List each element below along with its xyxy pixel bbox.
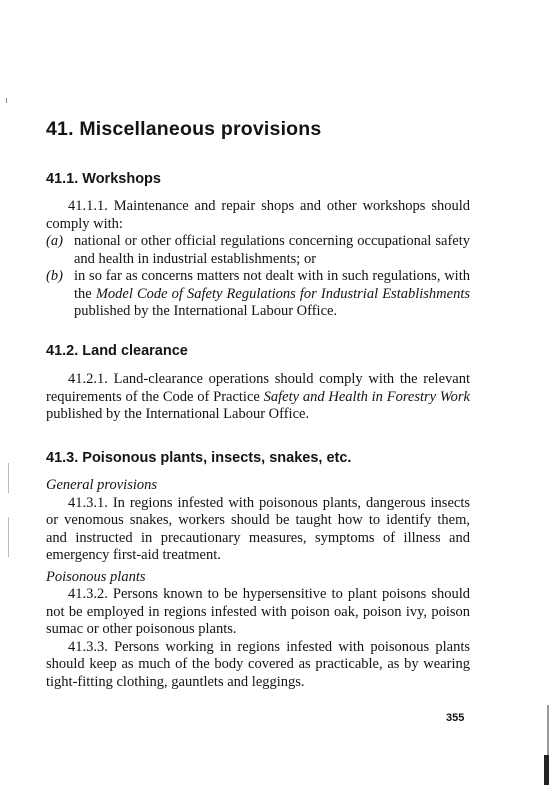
section-body-workshops [46,198,470,321]
list-text-a: national or other official regulations concerning occupational safety and health in industrial establishments; or [74,233,470,267]
paragraph-41-3-3: 41.3.3. Persons working in regions infested with poisonous plants should keep as much of the body covered as practicable, as by wearing tight-fitting clothing, gauntlets and leggings. [46,638,470,690]
page-number: 355 [446,712,465,724]
scan-speck [8,517,9,557]
section-heading-workshops: 41.1. Workshops [46,171,161,187]
scan-speck [6,98,7,103]
paragraph-41-2-1 [46,371,470,424]
subheading-general-provisions: General provisions [46,477,158,493]
chapter-title: 41. Miscellaneous provisions [46,118,322,140]
list-text-b-title: Model Code of Safety Regulations for Industrial Establishments [95,285,470,302]
section-heading-poisonous: 41.3. Poisonous plants, insects, snakes, etc. [46,450,352,466]
list-text-b-start: in so far as concerns matters not dealt with in such regulations, with the [74,268,470,302]
list-text-b-end: published by the International Labour Office. [74,303,338,319]
paragraph-41-2-1-end: published by the International Labour Office. [46,406,310,422]
page-corner-shadow [544,755,549,785]
paragraph-41-3-2: 41.3.2. Persons known to be hypersensitive to plant poisons should not be employed in regions infested with poison oak, poison ivy, poison sumac or other poisonous plants. [46,586,470,637]
paragraph-41-3-1: 41.3.1. In regions infested with poisonous plants, dangerous insects or venomous snakes, workers should be taught how to identify them, and instructed in precautionary measures, symptoms of illness and emergency first-aid treatment. [46,494,470,563]
section-heading-land-clearance: 41.2. Land clearance [46,343,188,359]
paragraph-41-2-1-title: Safety and Health in Forestry Work [263,388,470,405]
list-item-a [46,233,470,268]
section-body-poisonous [46,477,470,691]
list-item-b [46,268,470,321]
list-marker-b: (b) [46,268,63,284]
paragraph-41-1-1: 41.1.1. Maintenance and repair shops and other workshops should comply with: [46,198,470,232]
list-marker-a: (a) [46,233,63,249]
subheading-poisonous-plants: Poisonous plants [46,568,146,585]
paragraph-41-2-1-start: 41.2.1. Land-clearance operations should comply with the relevant requirements of the Code of Practice [46,371,470,405]
section-body-land-clearance [46,371,470,424]
scan-speck [8,463,9,493]
